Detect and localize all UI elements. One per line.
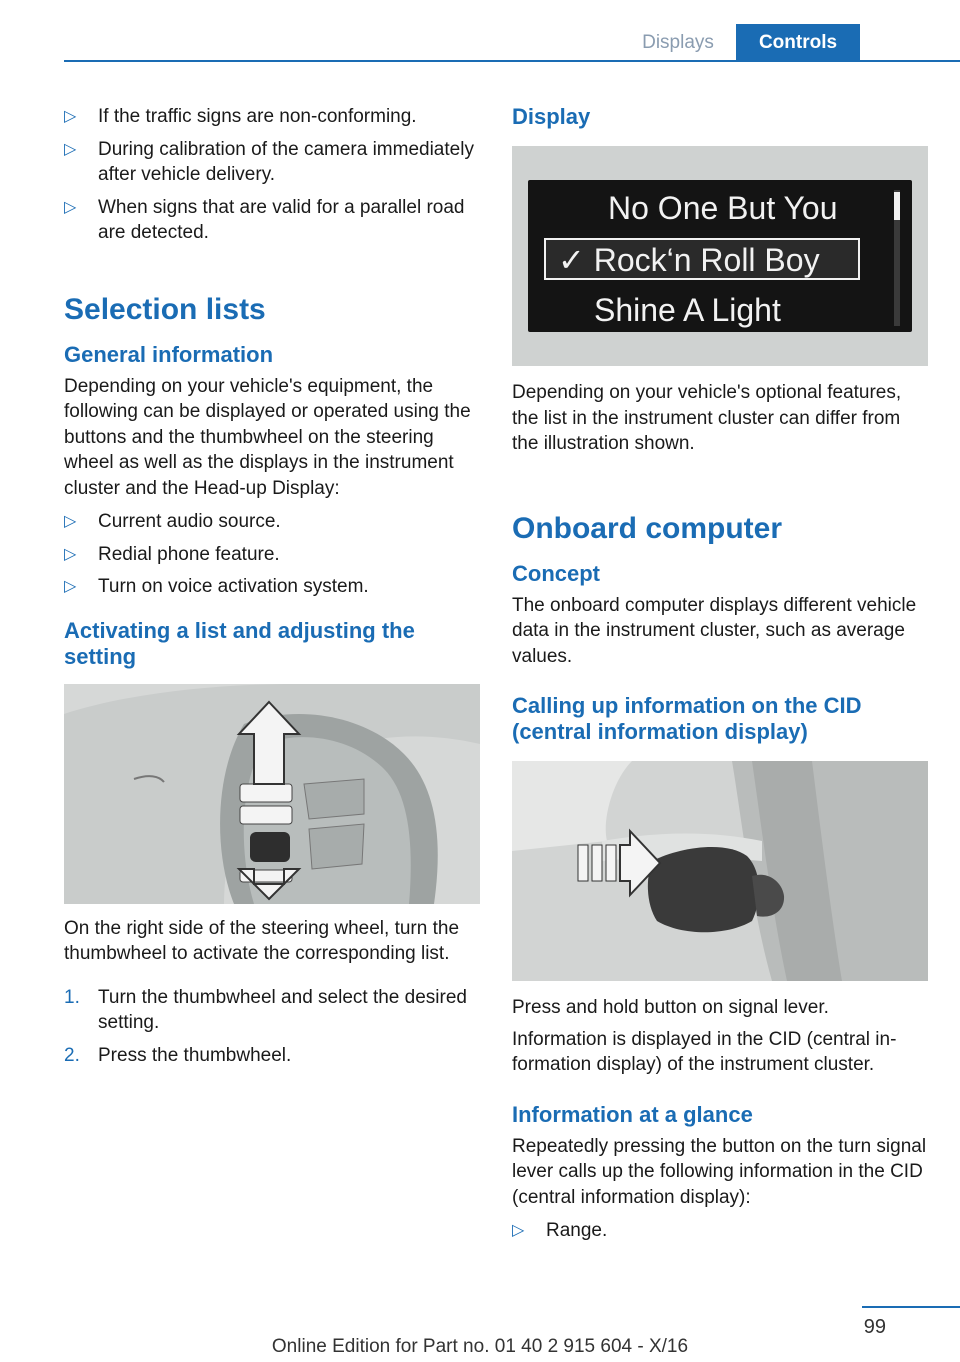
display-item-1: No One But You	[608, 190, 838, 226]
heading-onboard-computer: Onboard computer	[512, 511, 783, 545]
list-item: ▷ Turn on voice activation system.	[64, 574, 484, 600]
list-item: 2. Press the thumbwheel.	[64, 1044, 292, 1066]
triangle-bullet-icon: ▷	[64, 545, 77, 563]
display-item-3: Shine A Light	[594, 292, 781, 328]
concept-text: The onboard computer displays different vehicle data in the instrument cluster, such as average values.	[512, 594, 917, 667]
triangle-bullet-icon: ▷	[64, 140, 77, 158]
triangle-bullet-icon: ▷	[64, 513, 77, 530]
list-item: ▷ Redial phone feature.	[64, 542, 484, 568]
header-rule	[64, 60, 960, 62]
general-information-text: Depending on your vehicle's equipment, the following can be displayed or operated using the buttons and the thumbwheel on the steering wheel as well as the displays in the instrument cluster and the Head-up Display:	[64, 375, 471, 499]
list-item: 1. Turn the thumbwheel and select the desired setting.	[64, 986, 467, 1033]
signal-lever-image	[512, 761, 928, 981]
heading-display: Display	[512, 104, 591, 129]
left-column	[64, 100, 484, 1075]
steps-list	[64, 985, 484, 1069]
display-illustration	[512, 146, 928, 366]
header-tab-controls[interactable]: Controls	[736, 24, 860, 61]
heading-general-information: General information	[64, 341, 274, 367]
list-item: ▷ Range.	[512, 1218, 930, 1244]
press-button-text: Press and hold button on signal lever.	[512, 997, 829, 1018]
general-bullet-list	[64, 509, 484, 600]
glance-text: Repeatedly pressing the button on the turn signal lever calls up the following information in the CID (central information display):	[512, 1135, 927, 1208]
page-number: 99	[863, 1316, 886, 1338]
top-bullet-list	[64, 104, 484, 246]
info-displayed-text: Information is displayed in the CID (central information display) of the instrument cluster.	[512, 1028, 897, 1075]
online-edition-note: Online Edition for Part no. 01 40 2 915 604 - X/16	[271, 1336, 689, 1357]
list-item: ▷ Current audio source.	[64, 509, 484, 535]
display-item-2: ✓ Rock‘n Roll Boy	[558, 242, 820, 278]
triangle-bullet-icon: ▷	[512, 1222, 525, 1239]
heading-calling-up-information: Calling up information on the CID (central information display)	[512, 693, 862, 744]
list-item: ▷ During calibration of the camera immediately after vehicle delivery.	[64, 138, 474, 185]
heading-selection-lists: Selection lists	[64, 292, 266, 326]
steering-wheel-image	[64, 684, 480, 904]
header-tab-displays[interactable]: Displays	[622, 24, 734, 61]
footer-rule	[862, 1306, 960, 1308]
display-screen	[528, 180, 912, 332]
display-scroll-thumb	[894, 192, 900, 220]
list-item: ▷ When signs that are valid for a parallel road are detected.	[64, 196, 465, 243]
steering-wheel-illustration	[64, 684, 480, 904]
display-text: Depending on your vehicle's optional features, the list in the instrument cluster can differ from the illustration shown.	[512, 382, 902, 454]
heading-activating-list: Activating a list and adjusting the setting	[64, 617, 415, 669]
signal-lever-illustration	[512, 761, 928, 981]
right-column	[512, 100, 930, 1251]
glance-bullet-list	[512, 1218, 930, 1244]
heading-information-at-glance: Information at a glance	[512, 1101, 753, 1127]
triangle-bullet-icon: ▷	[64, 578, 77, 595]
list-item: ▷ If the traffic signs are non-conforming.	[64, 104, 484, 130]
triangle-bullet-icon: ▷	[64, 108, 77, 125]
steering-wheel-text: On the right side of the steering wheel, turn the thumbwheel to activate the corresponding list.	[64, 917, 460, 964]
heading-concept: Concept	[512, 560, 600, 586]
triangle-bullet-icon: ▷	[64, 198, 77, 216]
